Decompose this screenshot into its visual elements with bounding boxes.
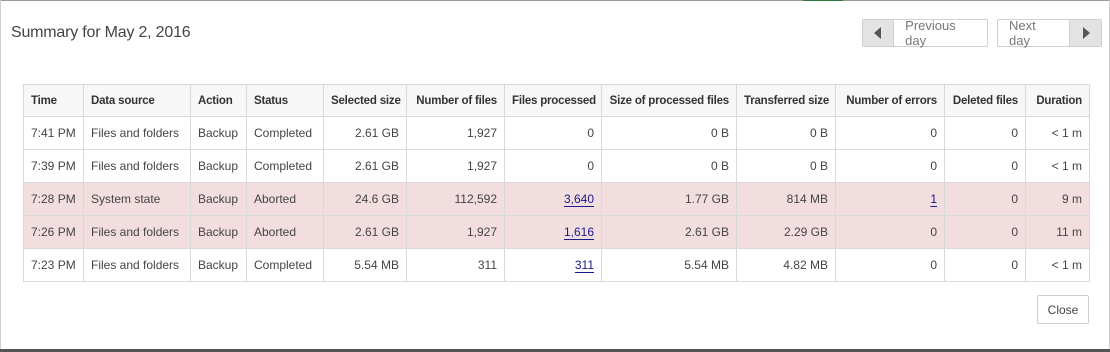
cell-files-processed: 0 — [505, 150, 602, 183]
cell-duration: < 1 m — [1026, 150, 1090, 183]
files-processed-link[interactable]: 1,616 — [563, 225, 594, 239]
cell-data-source: Files and folders — [84, 117, 191, 150]
next-day-label: Next day — [1009, 18, 1036, 48]
col-header-time: Time — [24, 85, 84, 117]
cell-size-of-processed-files: 1.77 GB — [602, 183, 737, 216]
col-header-size-of-processed-files: Size of processed files — [602, 85, 737, 117]
cell-size-of-processed-files: 0 B — [602, 150, 737, 183]
cell-number-of-files: 1,927 — [407, 150, 505, 183]
cell-number-of-errors: 0 — [836, 249, 945, 282]
chevron-right-icon — [1069, 20, 1101, 46]
table-header-row — [24, 85, 1090, 117]
table-row-aborted — [24, 183, 1090, 216]
cell-selected-size: 2.61 GB — [324, 150, 407, 183]
cell-transferred-size: 814 MB — [737, 183, 836, 216]
cell-time: 7:26 PM — [24, 216, 84, 249]
cell-time: 7:23 PM — [24, 249, 84, 282]
files-processed-link[interactable]: 3,640 — [563, 192, 594, 206]
cell-files-processed — [505, 216, 602, 249]
next-day-button[interactable] — [997, 19, 1102, 47]
cell-status: Aborted — [247, 216, 324, 249]
cell-number-of-errors — [836, 183, 945, 216]
cell-files-processed — [505, 183, 602, 216]
chevron-left-icon — [863, 20, 894, 46]
cell-number-of-errors: 0 — [836, 150, 945, 183]
table-row — [24, 117, 1090, 150]
cell-duration: < 1 m — [1026, 249, 1090, 282]
cell-action: Backup — [191, 183, 247, 216]
col-header-duration: Duration — [1026, 85, 1090, 117]
window-top-accent — [803, 0, 843, 1]
col-header-action: Action — [191, 85, 247, 117]
number-of-errors-link[interactable]: 1 — [930, 192, 937, 206]
cell-time: 7:28 PM — [24, 183, 84, 216]
col-header-data-source: Data source — [84, 85, 191, 117]
files-processed-link[interactable]: 311 — [574, 258, 594, 272]
previous-day-label: Previous day — [905, 18, 956, 48]
cell-size-of-processed-files: 0 B — [602, 117, 737, 150]
cell-deleted-files: 0 — [945, 249, 1026, 282]
cell-deleted-files: 0 — [945, 117, 1026, 150]
cell-duration: 9 m — [1026, 183, 1090, 216]
cell-action: Backup — [191, 117, 247, 150]
cell-selected-size: 24.6 GB — [324, 183, 407, 216]
cell-time: 7:39 PM — [24, 150, 84, 183]
cell-number-of-errors: 0 — [836, 117, 945, 150]
cell-data-source: Files and folders — [84, 249, 191, 282]
cell-status: Completed — [247, 249, 324, 282]
col-header-transferred-size: Transferred size — [737, 85, 836, 117]
cell-selected-size: 5.54 MB — [324, 249, 407, 282]
cell-data-source: Files and folders — [84, 150, 191, 183]
cell-transferred-size: 0 B — [737, 150, 836, 183]
cell-number-of-errors: 0 — [836, 216, 945, 249]
cell-files-processed — [505, 249, 602, 282]
cell-deleted-files: 0 — [945, 183, 1026, 216]
cell-status: Completed — [247, 150, 324, 183]
cell-status: Aborted — [247, 183, 324, 216]
cell-deleted-files: 0 — [945, 216, 1026, 249]
cell-transferred-size: 2.29 GB — [737, 216, 836, 249]
cell-size-of-processed-files: 2.61 GB — [602, 216, 737, 249]
col-header-deleted-files: Deleted files — [945, 85, 1026, 117]
table-row — [24, 249, 1090, 282]
window-left-border — [0, 0, 1, 352]
cell-files-processed: 0 — [505, 117, 602, 150]
cell-size-of-processed-files: 5.54 MB — [602, 249, 737, 282]
cell-selected-size: 2.61 GB — [324, 117, 407, 150]
cell-transferred-size: 4.82 MB — [737, 249, 836, 282]
col-header-number-of-errors: Number of errors — [836, 85, 945, 117]
cell-transferred-size: 0 B — [737, 117, 836, 150]
cell-number-of-files: 1,927 — [407, 117, 505, 150]
cell-action: Backup — [191, 249, 247, 282]
summary-table — [23, 84, 1090, 282]
table-row-aborted — [24, 216, 1090, 249]
cell-data-source: System state — [84, 183, 191, 216]
table-row — [24, 150, 1090, 183]
cell-number-of-files: 311 — [407, 249, 505, 282]
col-header-selected-size: Selected size — [324, 85, 407, 117]
cell-data-source: Files and folders — [84, 216, 191, 249]
cell-duration: < 1 m — [1026, 117, 1090, 150]
cell-deleted-files: 0 — [945, 150, 1026, 183]
cell-time: 7:41 PM — [24, 117, 84, 150]
previous-day-button[interactable] — [862, 19, 988, 47]
cell-status: Completed — [247, 117, 324, 150]
cell-action: Backup — [191, 150, 247, 183]
cell-duration: 11 m — [1026, 216, 1090, 249]
cell-action: Backup — [191, 216, 247, 249]
dialog-title: Summary for May 2, 2016 — [11, 24, 191, 41]
col-header-files-processed: Files processed — [505, 85, 602, 117]
cell-number-of-files: 112,592 — [407, 183, 505, 216]
col-header-number-of-files: Number of files — [407, 85, 505, 117]
cell-number-of-files: 1,927 — [407, 216, 505, 249]
close-button[interactable]: Close — [1037, 295, 1089, 324]
window-top-border — [0, 0, 1110, 1]
col-header-status: Status — [247, 85, 324, 117]
cell-selected-size: 2.61 GB — [324, 216, 407, 249]
